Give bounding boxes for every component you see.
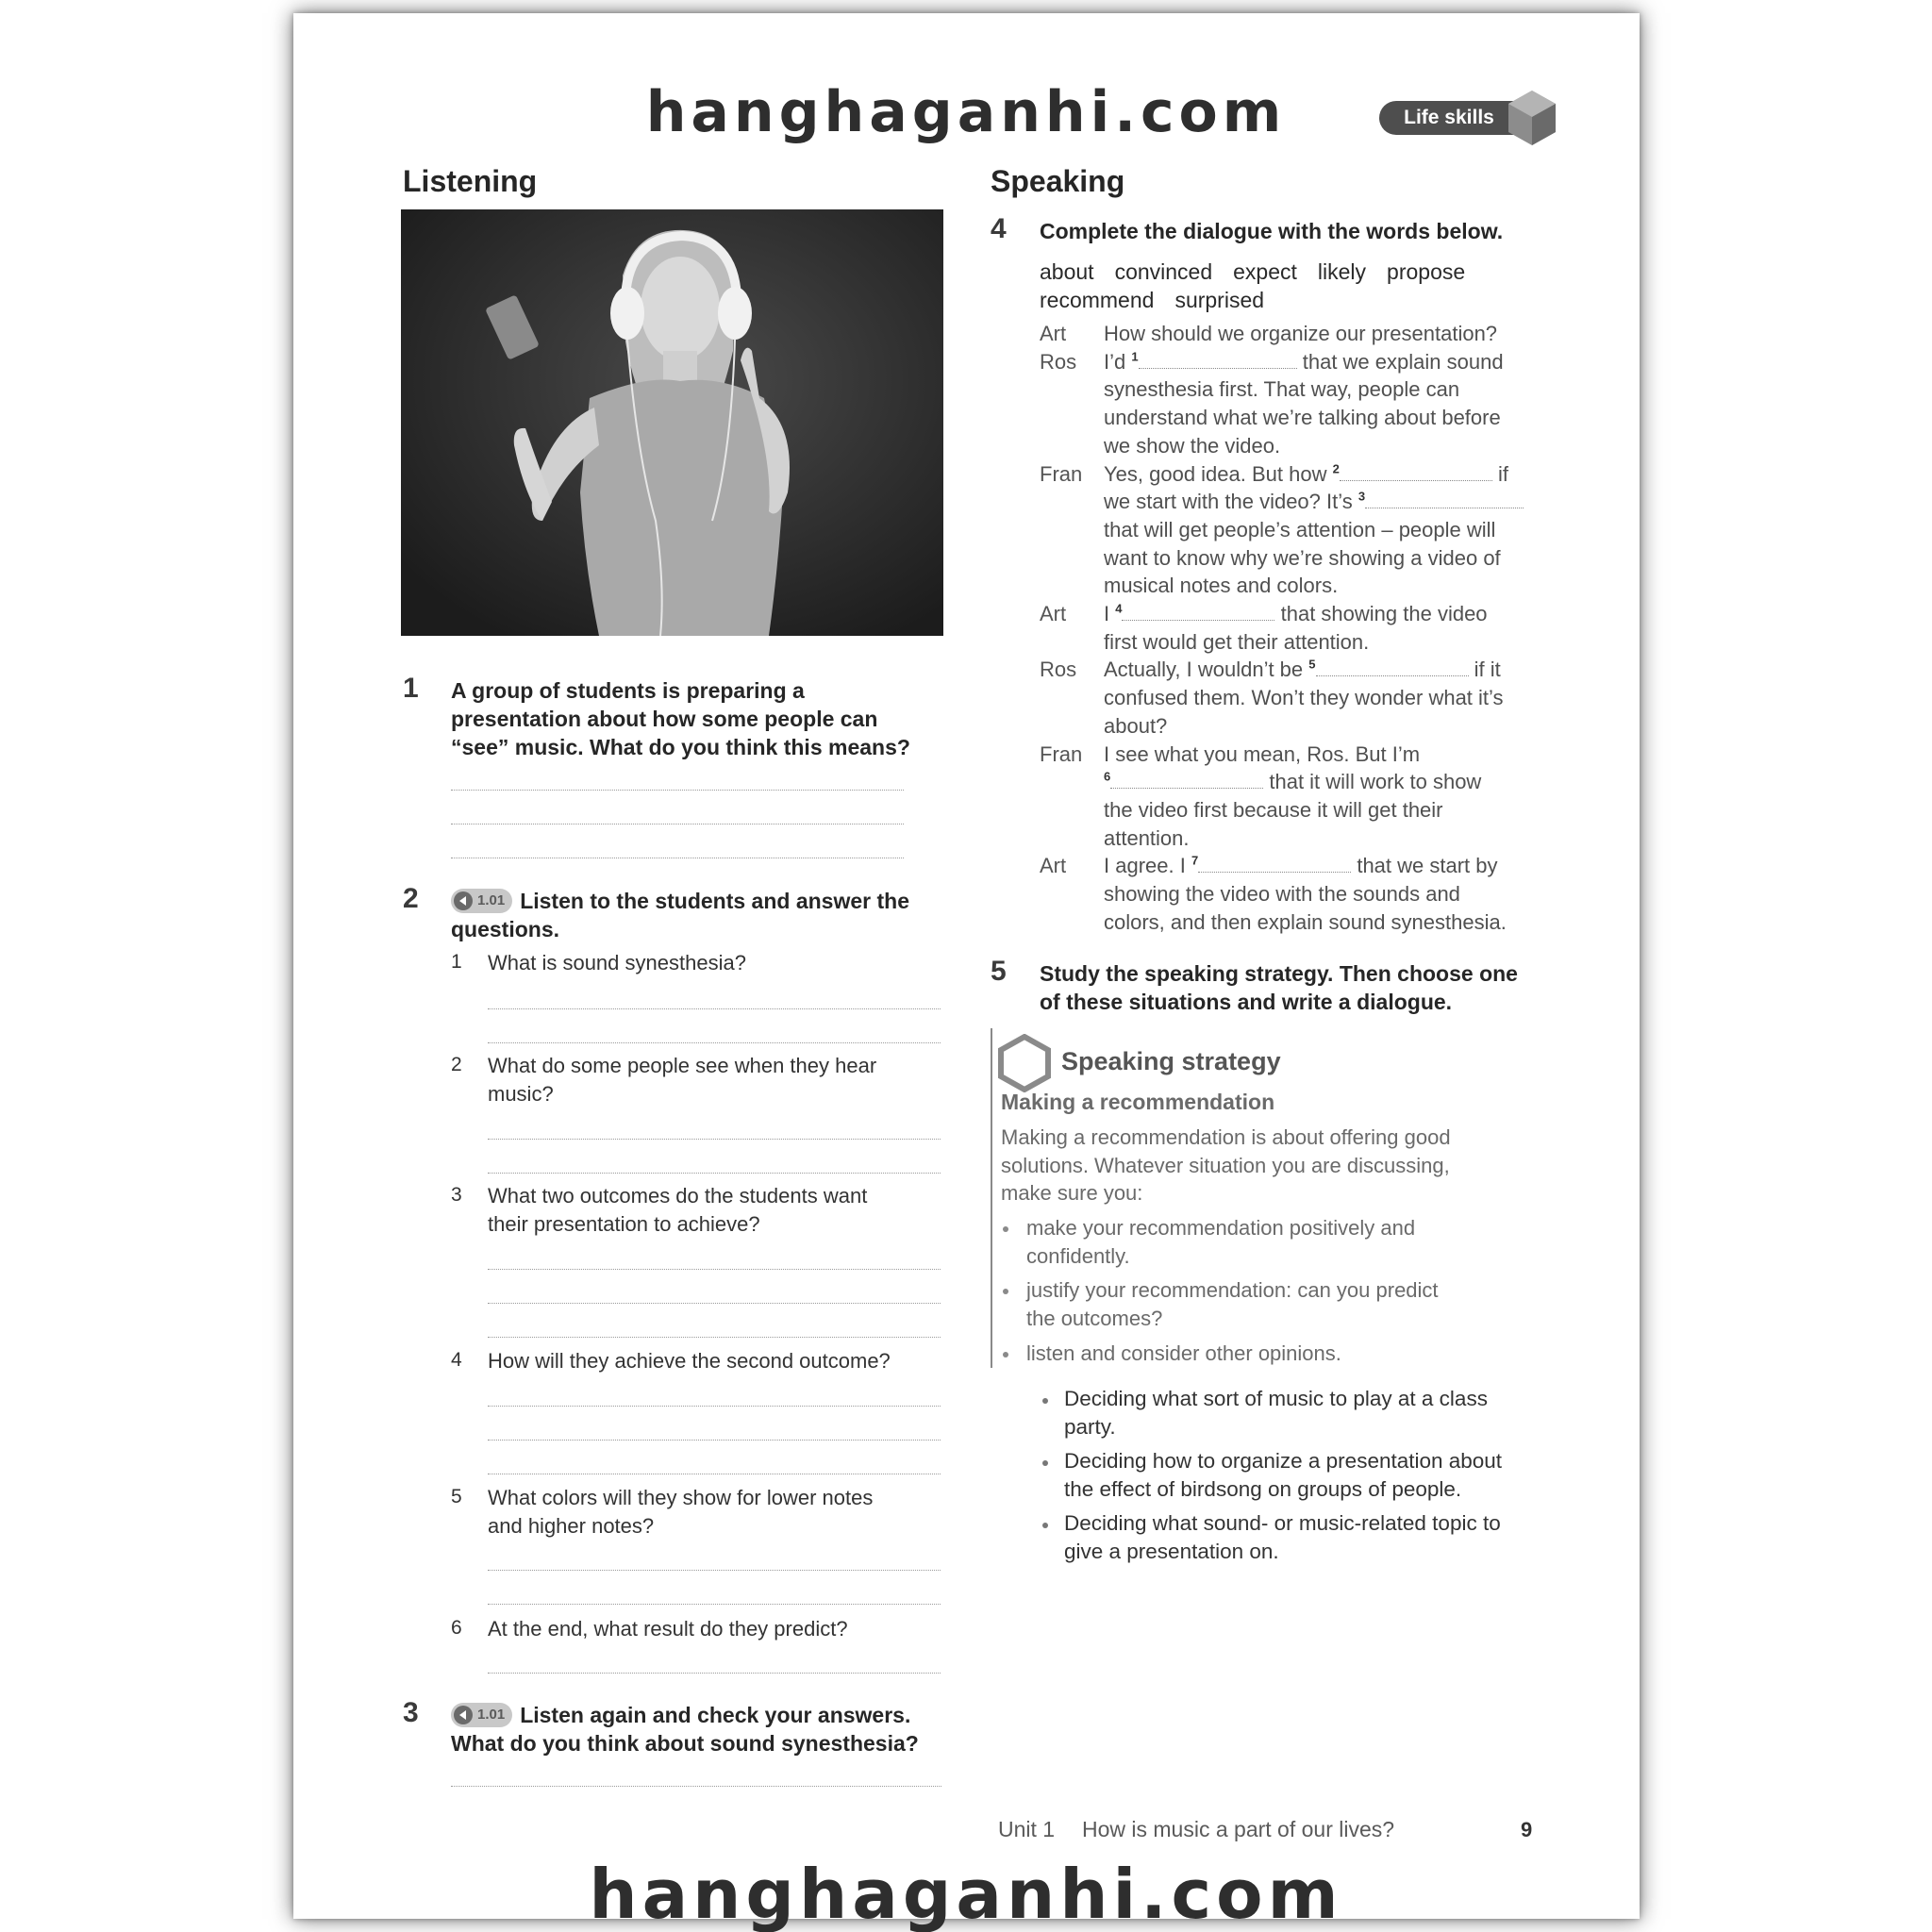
strategy-bullet-line: listen and consider other opinions.	[1026, 1341, 1341, 1365]
audio-track-number: 1.01	[477, 891, 506, 908]
dialogue-line: I agree. I	[1104, 854, 1186, 878]
gap-blank[interactable]	[1139, 354, 1297, 369]
word-bank-item: propose	[1387, 259, 1466, 284]
strategy-divider	[991, 1028, 992, 1368]
question-5-line: of these situations and write a dialogue.	[1040, 990, 1453, 1014]
situation-line: Deciding what sort of music to play at a class	[1064, 1387, 1488, 1410]
page-number: 9	[1521, 1818, 1533, 1841]
strategy-body	[1001, 1124, 1510, 1208]
answer-line[interactable]	[488, 1173, 941, 1174]
dialogue-line: that we explain sound	[1302, 349, 1504, 374]
speaker-name: Art	[1040, 602, 1067, 626]
subquestion-text: What is sound synesthesia?	[488, 951, 746, 974]
gap-number: 3	[1357, 489, 1366, 504]
question-3-text	[451, 1701, 951, 1757]
strategy-bullet	[1026, 1276, 1439, 1332]
speaking-heading: Speaking	[991, 164, 1125, 198]
question-3-line: Listen again and check your answers.	[520, 1703, 911, 1727]
gap-number: 1	[1131, 349, 1139, 364]
answer-line[interactable]	[488, 1139, 941, 1140]
strategy-hexagon-icon	[998, 1034, 1051, 1092]
gap-number: 7	[1191, 854, 1199, 869]
subquestion-line: music?	[488, 1082, 554, 1106]
subquestion-line: their presentation to achieve?	[488, 1212, 760, 1236]
speaker-name: Ros	[1040, 349, 1077, 374]
bullet-dot	[1042, 1460, 1048, 1466]
dialogue-line: about?	[1104, 713, 1168, 738]
footer-unit: Unit 1	[998, 1817, 1056, 1841]
dialogue-line: first would get their attention.	[1104, 629, 1370, 654]
bullet-dot	[1003, 1289, 1008, 1294]
answer-line[interactable]	[451, 790, 904, 791]
dialogue-turn	[1040, 348, 1530, 460]
gap-blank[interactable]	[1110, 774, 1263, 789]
dialogue-line: Actually, I wouldn’t be	[1104, 658, 1304, 682]
speaker-name: Ros	[1040, 658, 1077, 682]
question-5-line: Study the speaking strategy. Then choose one	[1040, 961, 1518, 986]
dialogue-line: understand what we’re talking about before	[1104, 406, 1501, 430]
question-1-line: “see” music. What do you think this means?	[451, 735, 910, 759]
word-bank-item: expect	[1233, 259, 1297, 284]
word-bank-item: surprised	[1174, 288, 1265, 312]
gap-number: 4	[1115, 601, 1123, 616]
word-bank-item: about	[1040, 259, 1094, 284]
speaker-name: Fran	[1040, 461, 1083, 486]
answer-line[interactable]	[488, 1604, 941, 1605]
question-2-line: Listen to the students and answer the	[520, 889, 909, 913]
dialogue-line: want to know why we’re showing a video of	[1104, 545, 1501, 570]
dialogue-line: showing the video with the sounds and	[1104, 882, 1460, 907]
subquestion-line: and higher notes?	[488, 1514, 655, 1538]
dialogue-line: confused them. Won’t they wonder what it’s	[1104, 686, 1504, 710]
gap-number: 6	[1104, 769, 1111, 784]
dialogue	[1040, 320, 1530, 936]
speaker-name: Art	[1040, 854, 1067, 878]
subquestion-text	[488, 1052, 876, 1108]
strategy-line: make sure you:	[1001, 1181, 1143, 1206]
dialogue-turn	[1040, 320, 1530, 348]
situation-line: party.	[1064, 1415, 1116, 1439]
life-skills-label: Life skills	[1379, 101, 1519, 135]
strategy-bullet-line: confidently.	[1026, 1243, 1130, 1268]
situation-line: the effect of birdsong on groups of people.	[1064, 1477, 1462, 1501]
cube-icon	[1507, 89, 1557, 147]
dialogue-line: that we start by	[1357, 854, 1498, 878]
speaker-icon	[454, 891, 473, 910]
gap-blank[interactable]	[1316, 661, 1469, 676]
strategy-bullet-line: make your recommendation positively and	[1026, 1216, 1416, 1240]
answer-line[interactable]	[488, 1269, 941, 1270]
listening-heading: Listening	[403, 164, 538, 198]
strategy-bullet-line: justify your recommendation: can you predict	[1026, 1278, 1439, 1302]
gap-blank[interactable]	[1365, 493, 1524, 508]
strategy-bullet-line: the outcomes?	[1026, 1306, 1163, 1330]
dialogue-line: we show the video.	[1104, 433, 1281, 458]
strategy-title: Speaking strategy	[1061, 1047, 1281, 1075]
subquestion-number: 6	[451, 1617, 462, 1639]
speaker-name: Fran	[1040, 741, 1083, 766]
audio-track-badge[interactable]	[451, 889, 512, 913]
dialogue-line: How should we organize our presentation?	[1104, 322, 1498, 345]
question-3-line: What do you think about sound synesthesia?	[451, 1731, 919, 1756]
dialogue-line: attention.	[1104, 825, 1190, 850]
girl-headphones-image	[401, 209, 943, 636]
dialogue-line: musical notes and colors.	[1104, 574, 1339, 598]
bullet-dot	[1042, 1523, 1048, 1528]
gap-blank[interactable]	[1198, 858, 1351, 873]
dialogue-turn	[1040, 656, 1530, 740]
dialogue-line: Yes, good idea. But how	[1104, 461, 1327, 486]
answer-line[interactable]	[488, 1337, 941, 1338]
strategy-bullet	[1026, 1340, 1341, 1368]
strategy-bullet	[1026, 1214, 1415, 1270]
strategy-line: Making a recommendation is about offering good	[1001, 1125, 1451, 1149]
answer-line[interactable]	[488, 1303, 941, 1304]
dialogue-line: I	[1104, 602, 1110, 626]
question-2-line: questions.	[451, 917, 560, 941]
word-bank-item: recommend	[1040, 288, 1155, 312]
question-3-number: 3	[403, 1697, 419, 1728]
dialogue-line: the video first because it will get their	[1104, 797, 1443, 822]
situation-item	[1064, 1385, 1555, 1441]
dialogue-line: that will get people’s attention – people will	[1104, 517, 1496, 541]
situation-item	[1064, 1509, 1555, 1566]
subquestion-line: What colors will they show for lower notes	[488, 1486, 874, 1509]
situation-line: give a presentation on.	[1064, 1540, 1279, 1563]
dialogue-line: colors, and then explain sound synesthesia.	[1104, 909, 1507, 934]
dialogue-turn	[1040, 741, 1530, 853]
dialogue-turn	[1040, 600, 1530, 656]
subquestion-number: 5	[451, 1486, 462, 1507]
answer-line[interactable]	[451, 1786, 941, 1787]
photo-girl-with-headphones	[401, 209, 943, 636]
question-5-number: 5	[991, 956, 1007, 987]
question-4-number: 4	[991, 213, 1007, 244]
dialogue-line: we start with the video? It’s	[1104, 490, 1353, 514]
question-5-text	[1040, 959, 1549, 1016]
strategy-subtitle: Making a recommendation	[1001, 1090, 1275, 1114]
audio-track-number: 1.01	[477, 1706, 506, 1723]
dialogue-line: if it	[1474, 658, 1501, 682]
situation-line: Deciding how to organize a presentation about	[1064, 1449, 1503, 1473]
question-1-line: A group of students is preparing a	[451, 678, 805, 703]
gap-number: 5	[1308, 658, 1316, 673]
answer-line[interactable]	[488, 1440, 941, 1441]
dialogue-line: that it will work to show	[1269, 770, 1482, 794]
subquestion-text: How will they achieve the second outcome?	[488, 1349, 891, 1373]
bullet-dot	[1003, 1352, 1008, 1357]
subquestion-number: 2	[451, 1054, 462, 1075]
subquestion-number: 1	[451, 951, 462, 973]
audio-track-badge[interactable]	[451, 1703, 512, 1727]
question-4-instruction: Complete the dialogue with the words below.	[1040, 219, 1504, 243]
question-1-number: 1	[403, 673, 419, 704]
bullet-dot	[1042, 1398, 1048, 1404]
word-bank	[1040, 258, 1486, 314]
dialogue-line: I’d	[1104, 349, 1126, 374]
question-2-number: 2	[403, 883, 419, 914]
speaker-icon	[454, 1706, 473, 1724]
watermark-bottom: hanghaganhi.com	[589, 1855, 1343, 1932]
bullet-dot	[1003, 1226, 1008, 1232]
dialogue-line: that showing the video	[1280, 602, 1488, 626]
subquestion-line: What do some people see when they hear	[488, 1054, 877, 1077]
watermark-top: hanghaganhi.com	[645, 79, 1287, 145]
speaker-name: Art	[1040, 322, 1067, 345]
gap-number: 2	[1332, 461, 1340, 476]
subquestion-text	[488, 1484, 873, 1541]
word-bank-item: convinced	[1114, 259, 1213, 284]
situation-line: Deciding what sound- or music-related topic to	[1064, 1511, 1501, 1535]
answer-line[interactable]	[488, 1673, 941, 1674]
word-bank-item: likely	[1317, 259, 1367, 284]
dialogue-line: synesthesia first. That way, people can	[1104, 377, 1460, 402]
dialogue-turn	[1040, 460, 1530, 601]
question-2-text	[451, 887, 951, 943]
life-skills-badge	[1379, 89, 1558, 151]
dialogue-line: if	[1497, 461, 1508, 486]
answer-line[interactable]	[488, 1406, 941, 1407]
gap-blank[interactable]	[1340, 466, 1492, 481]
question-1-line: presentation about how some people can	[451, 707, 878, 731]
gap-blank[interactable]	[1122, 606, 1274, 621]
subquestion-text: At the end, what result do they predict?	[488, 1617, 848, 1641]
answer-line[interactable]	[488, 1042, 941, 1043]
subquestion-line: What two outcomes do the students want	[488, 1184, 868, 1208]
subquestion-text	[488, 1182, 867, 1239]
answer-line[interactable]	[488, 1008, 941, 1009]
subquestion-number: 3	[451, 1184, 462, 1206]
strategy-line: solutions. Whatever situation you are discussing,	[1001, 1153, 1450, 1177]
dialogue-line: I see what you mean, Ros. But I’m	[1104, 741, 1421, 766]
dialogue-turn	[1040, 852, 1530, 936]
answer-line[interactable]	[488, 1570, 941, 1571]
situation-item	[1064, 1447, 1555, 1504]
question-1-text	[451, 676, 941, 761]
subquestion-number: 4	[451, 1349, 462, 1371]
footer-title: How is music a part of our lives?	[1082, 1817, 1395, 1841]
